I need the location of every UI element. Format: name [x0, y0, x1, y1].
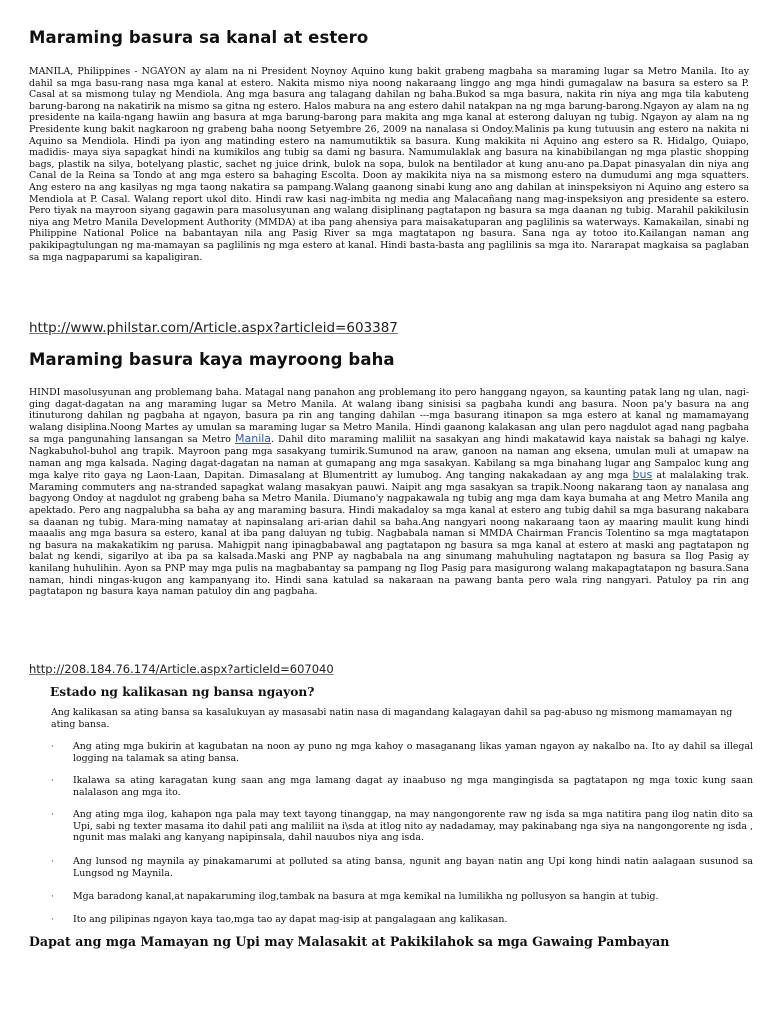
article1-body: MANILA, Philippines - NGAYON ay alam na ni President Noynoy Aquino kung bakit grabeng magbaha sa maraming lugar sa Metro Manila. Ito ay dahil sa mga basu-rang nasa mga kanal at estero. Nakita mismo niya noong nakaraang linggo ang mga hindi gumagalaw na basura sa estero sa P. Casal at sa mismong tulay ng Mendiola. Ang mga basura ang talagang dahilan ng baha.Bukod sa mga basura, nakita rin niya ang mga tila kabuteng barung-barong na nakatirik na mismo sa gitna ng estero. Halos mabura na ang estero dahil natakpan na ng mga barung-barong.Ngayon ay alam na ng presidente na kaila-ngang hawiin ang basura at mga barung-barong para makita ang mga kanal at esterong daluyan ng tubig. Ngayon ay alam na ng Presidente kung bakit nagkaroon ng grabeng baha noong Setyembre 26, 2009 na nanalasa si Ondoy.Malinis pa kung tutuusin ang estero na nakita ni Aquino sa Mendiola. Hindi pa iyon ang matinding estero na namumutiktik sa basura. Kung makikita ni Aquino ang estero sa R. Hidalgo, Quiapo, madidis- maya siya sapagkat hindi na kumikilos ang tubig sa dami ng basura. Namumulaklak ang basura na kinabibilangan ng mga plastic shopping bags, plastik na silya, botelyang plastic, sachet ng juice drink, bulok na sopa, bulok na bentilador at kung anu-ano pa.Dapat pinasyalan din niya ang Canal de la Reina sa Tondo at ang mga estero sa bahaging Escolta. Doon ay makikita niya na sa mismong estero na dumudumi ang mga squatters. Ang estero na ang kasilyas ng mga taong nakatira sa pampang.Walang gaanong sinabi kung ano ang dahilan at ininspeksiyon ni Aquino ang estero sa Mendiola at P. Casal. Walang report ukol dito. Hindi raw kasi nag-imbita ng media ang Malacañang nang mag-inspeksiyon ang presidente sa estero. Pero tiyak na mayroon siyang gagawin para masolusyunan ang walang disiplinang pagtatapon ng basura sa mga daanan ng tubig. Marahil pakikilusin niya ang Metro Manila Development Authority (MMDA) at iba pang ahensiya para maisakatuparan ang paglilinis sa waterways. Kamakailan, sinabi ng Philippine National Police na babantayan nila ang Pasig River sa mga magtatapon ng basura. Sana nga ay totoo ito.Kailangan naman ang pakikipagtulungan ng ma-mamayan sa paglilinis ng mga estero at kanal. Hindi basta-basta ang paglilinis sa mga ito. Nararapat magkaisa sa paglaban sa mga nagpaparumi sa kapaligiran.: [29, 66, 749, 263]
bullet-item: [51, 891, 753, 903]
bullet-icon: ·: [51, 856, 54, 867]
bullet-item: [51, 775, 753, 798]
bullet-icon: ·: [51, 809, 54, 820]
bullet-text: Ito ang pilipinas ngayon kaya tao,mga tao ay dapat mag-isip at pangalagaan ang kalikasan.: [73, 914, 508, 925]
bullet-item: [51, 914, 753, 926]
article2-title: Maraming basura kaya mayroong baha: [29, 350, 395, 369]
article2-body-part2: . Dahil dito maraming maliliit na sasakyan ang hindi makatawid kaya naistak sa bahagi ng kalye. Nagkabuhol-buhol ang trapik. Mayroon pang mga sasakyang tumirik.Sumunod na araw, ganoon na naman ang eksena, umulan muli at umapaw na naman ang mga kalsada. Naging dagat-dagatan na naman at gumapang ang mga sasakyan. Kabilang sa mga binahang lugar ang Sampaloc kung ang mga kalye rito gaya ng Laon-Laan, Dapitan. Dimasalang at Blumentritt ay lumubog. Ang tanging nakakadaan ay ang mga: [29, 434, 750, 482]
article1-url-link[interactable]: http://www.philstar.com/Article.aspx?articleid=603387: [29, 320, 398, 336]
bullet-icon: ·: [51, 914, 54, 925]
article2-body-part3: at malalaking trak. Maraming commuters ang na-stranded sapagkat walang masakyan pauwi. Naipit ang mga sasakyan sa trapik.Noong nakarang taon ay nanalasa ang bagyong Ondoy at nagdulot ng grabeng baha sa Metro Manila. Diumano'y nagpakawala ng tubig ang mga dam kaya bumaha at ang Metro Manila ang apektado. Pero ang nagpalubha sa baha ay ang maraming basura. Hindi makadaloy sa mga kanal at estero ang tubig dahil sa mga basurang nakabara sa daanan ng tubig. Mara-ming namatay at napinsalang ari-arian dahil sa baha.Ang nangyari noong nakaraang taon ay maaring maulit kung hindi maaalis ang mga basura sa estero, kanal at iba pang daluyan ng tubig. Nagbabala naman si MMDA Chairman Francis Tolentino sa mga magtatapon ng basura na makakatikim ng parusa. Mahigpit nang ipinagbabawal ang pagtatapon ng basura sa mga kanal at estero at maski ang pagtatapon ng balat ng kendi, sigarilyo at iba pa sa kalsada.Maski ang PNP ay nagbabala na ang sinumang mahuhuling nagtatapon ng basura sa Ilog Pasig ay kanilang huhulihin. Ayon sa PNP may mga pulis na magbabantay sa pampang ng Ilog Pasig para masigurong walang makapagtatapon ng basura.Sana naman, hindi ningas-kugon ang kampanyang ito. Hindi sana katulad sa nakaraan na pawang banta pero wala ring nangyari. Patuloy pa rin ang pagtatapon ng basura kaya naman patuloy din ang pagbaha.: [29, 470, 749, 598]
section3-intro: Ang kalikasan sa ating bansa sa kasalukuyan ay masasabi natin nasa di magandang kalagayan dahil sa pag-abuso ng mismong mamamayan ng ating bansa.: [51, 707, 733, 730]
article1-title: Maraming basura sa kanal at estero: [29, 28, 369, 47]
bullet-icon: ·: [51, 741, 54, 752]
bullet-item: [51, 856, 753, 879]
bullet-text: Ang ating mga ilog, kahapon nga pala may text tayong tinanggap, na may nangongorente raw ng isda sa mga natitira pang ilog natin dito sa Upi, sabi ng texter masama ito dahil pati ang maliliit na i\sda at itlog nito ay nadadamay, may pakinabang nga siya na nangongorente ng isda , ngunit mas malaki ang kanyang napipinsala, dahil nauubos niya ang isda.: [73, 809, 753, 844]
article2-body: [29, 387, 749, 598]
bus-link[interactable]: bus: [632, 468, 653, 482]
bullet-text: Ikalawa sa ating karagatan kung saan ang mga lamang dagat ay inaabuso ng mga mangingisda sa pagtatapon ng mga toxic kung saan nalalason ang mga ito.: [73, 775, 753, 798]
bullet-icon: ·: [51, 775, 54, 786]
bullet-item: [51, 809, 753, 844]
bullet-item: [51, 741, 753, 764]
manila-link[interactable]: Manila: [234, 432, 272, 446]
bullet-text: Mga baradong kanal,at napakaruming ilog,tambak na basura at mga kemikal na lumilikha ng pollusyon sa hangin at tubig.: [73, 891, 659, 902]
article2-body-part1: HINDI masolusyunan ang problemang baha. Matagal nang panahon ang problemang ito pero hanggang ngayon, sa kaunting patak lang ng ulan, nagi-ging dagat-dagatan na ang maraming lugar sa Metro Manila. At walang ibang sinisisi sa pagbaha kundi ang basura. Noon pa'y basura na ang itinuturong dahilan ng pagbaha at ngayon, basura pa rin ang tanging dahilan ---mga basurang itinapon sa mga estero at kanal ng mamamayang walang disiplina.Noong Martes ay umulan sa maraming lugar sa Metro Manila. Hindi gaanong kalakasan ang ulan pero nagdulot agad nang pagbaha sa mga pangunahing lansangan sa Metro: [29, 387, 749, 446]
section3-heading: Estado ng kalikasan ng bansa ngayon?: [50, 685, 315, 699]
article2-url-link[interactable]: http://208.184.76.174/Article.aspx?articleId=607040: [29, 662, 334, 676]
bullet-text: Ang lunsod ng maynila ay pinakamarumi at polluted sa ating bansa, ngunit ang bayan natin ang Upi kong hindi natin aalagaan susunod sa Lungsod ng Maynila.: [73, 856, 753, 879]
final-heading: Dapat ang mga Mamayan ng Upi may Malasakit at Pakikilahok sa mga Gawaing Pambayan: [29, 934, 670, 949]
bullet-text: Ang ating mga bukirin at kagubatan na noon ay puno ng mga kahoy o masaganang likas yaman ngayon ay nakalbo na. Ito ay dahil sa illegal logging na talamak sa ating bansa.: [73, 741, 753, 764]
bullet-icon: ·: [51, 891, 54, 902]
